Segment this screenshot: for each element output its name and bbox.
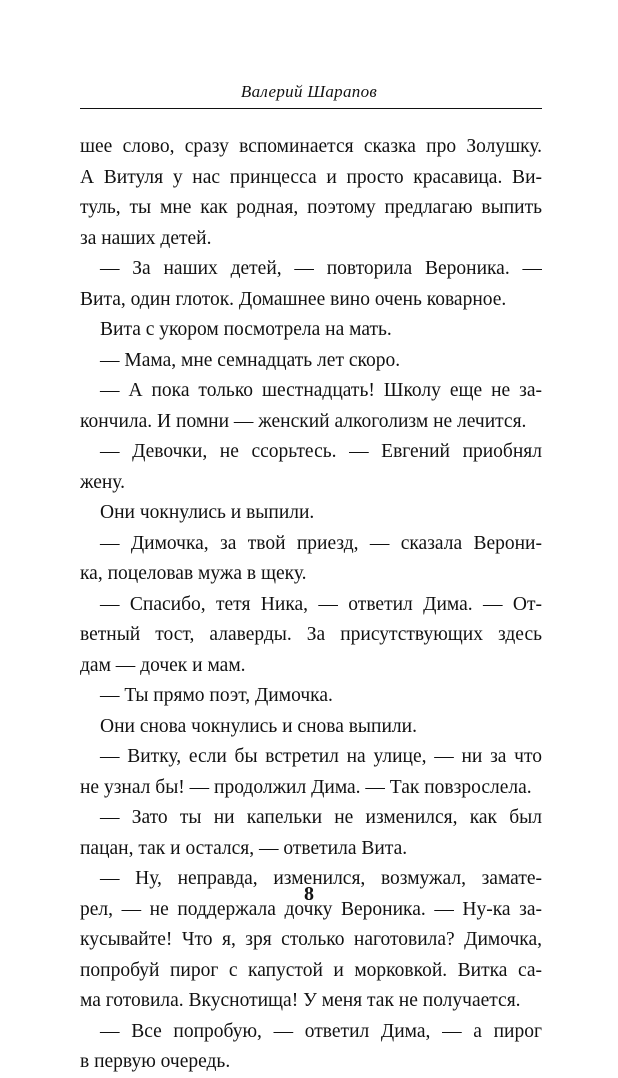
text-line: — Спасибо, тетя Ника, — ответил Дима. — От- [100, 593, 542, 615]
text-line: — Все попробую, — ответил Дима, — а пирог [100, 1020, 542, 1042]
text-line: — Девочки, не ссорьтесь. — Евгений приобнял [100, 441, 542, 462]
text-line: туль, ты мне как родная, поэтому предлагаю выпить [80, 197, 542, 218]
page-number: 8 [304, 883, 314, 905]
text-line: — Мама, мне семнадцать лет скоро. [100, 349, 401, 371]
text-line: дам — дочек и мам. [80, 654, 246, 676]
text-line: в первую очередь. [80, 1051, 231, 1072]
running-header-author: Валерий Шарапов [240, 82, 378, 101]
text-line: — Зато ты ни капельки не изменился, как был [100, 807, 542, 828]
text-line: Они снова чокнулись и снова выпили. [100, 715, 417, 737]
text-line: рел, — не поддержала дочку Вероника. — Ну-ка за- [80, 898, 542, 920]
text-line: за наших детей. [80, 227, 212, 249]
text-line: Вита с укором посмотрела на мать. [100, 319, 392, 340]
text-line: попробуй пирог с капустой и морковкой. Витка са- [80, 959, 542, 981]
text-line: — Ты прямо поэт, Димочка. [100, 685, 333, 706]
text-line: Они чокнулись и выпили. [100, 502, 315, 523]
text-line: — А пока только шестнадцать! Школу еще не за- [100, 380, 542, 401]
text-line: кусывайте! Что я, зря столько наготовила? Димочка, [80, 929, 542, 950]
text-line: ма готовила. Вкуснотища! У меня так не получается. [80, 990, 521, 1011]
text-line: Вита, один глоток. Домашнее вино очень коварное. [80, 288, 507, 310]
body-text [80, 132, 542, 1078]
text-line: — Витку, если бы встретил на улице, — ни за что [100, 746, 542, 767]
text-line: — За наших детей, — повторила Вероника. — [100, 258, 542, 279]
text-line: А Витуля у нас принцесса и просто красавица. Ви- [80, 166, 542, 188]
text-line: — Ну, неправда, изменился, возмужал, замате- [100, 868, 542, 889]
text-line: шее слово, сразу вспоминается сказка про Золушку. [80, 136, 542, 157]
text-line: ка, поцеловав мужа в щеку. [80, 563, 307, 584]
text-line: жену. [80, 471, 125, 493]
text-line: пацан, так и остался, — ответила Вита. [80, 837, 408, 859]
text-line: не узнал бы! — продолжил Дима. — Так повзрослела. [80, 776, 532, 798]
header-rule [80, 108, 542, 109]
text-line: ветный тост, алаверды. За присутствующих здесь [80, 624, 542, 645]
text-line: кончила. И помни — женский алкоголизм не лечится. [80, 410, 527, 432]
text-line: — Димочка, за твой приезд, — сказала Верони- [100, 532, 542, 554]
